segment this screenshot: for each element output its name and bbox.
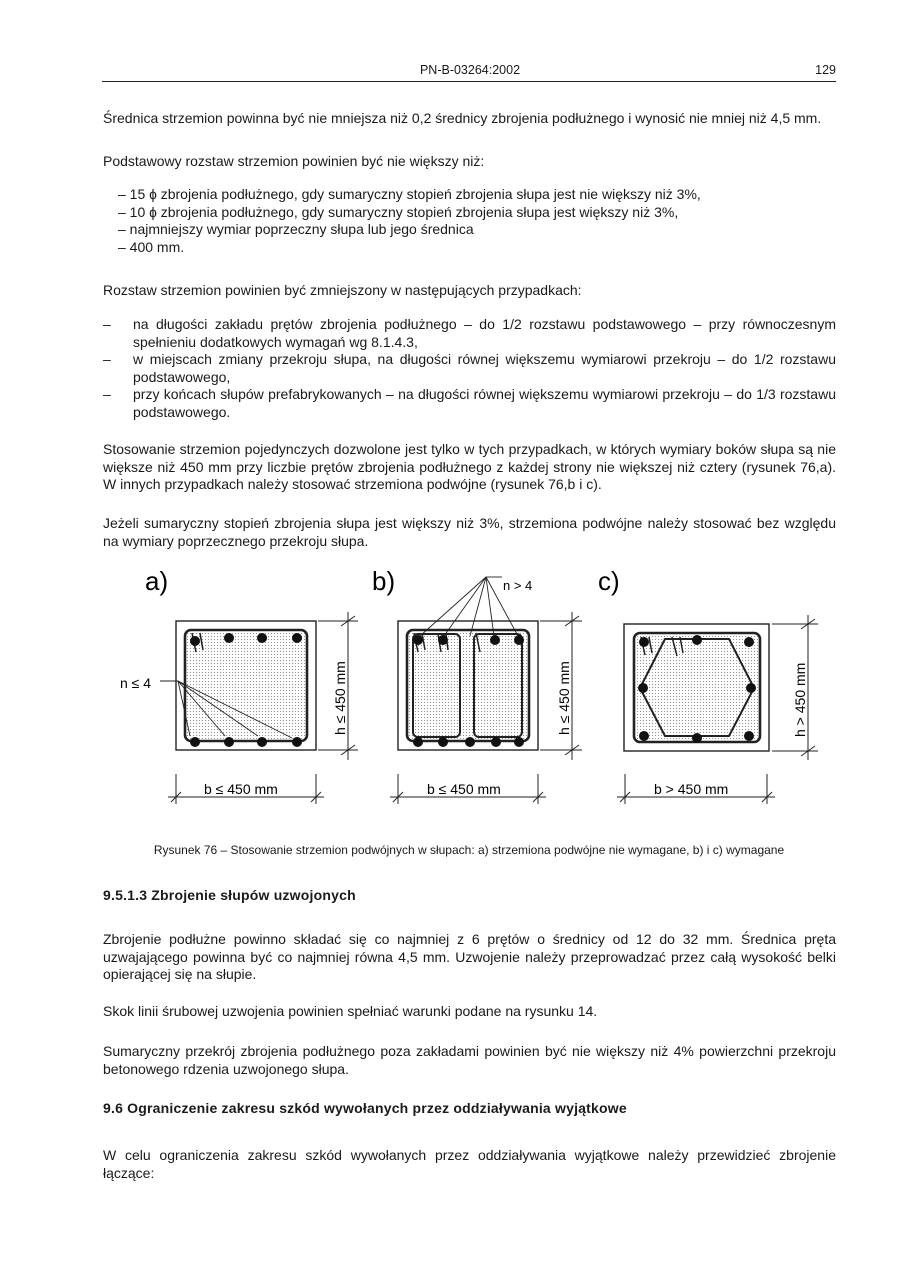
paragraph-spiral-pitch: Skok linii śrubowej uzwojenia powinien spełniać warunki podane na rysunku 14.: [103, 1003, 598, 1019]
h-label-b: h ≤ 450 mm: [556, 661, 572, 735]
section-heading-96: 9.6 Ograniczenie zakresu szkód wywołanych przez oddziaływania wyjątkowe: [103, 1100, 627, 1116]
bar: [744, 731, 754, 741]
stirrup-a: [185, 630, 307, 741]
bar: [413, 737, 423, 747]
list-item: [103, 316, 836, 351]
bar: [257, 633, 267, 643]
page-number: 129: [815, 63, 836, 77]
b-label-a: b ≤ 450 mm: [204, 781, 278, 797]
figure-caption: Rysunek 76 – Stosowanie strzemion podwójnych w słupach: a) strzemiona podwójne nie wymagane, b) i c) wymagane: [153, 843, 785, 857]
list-item-text: w miejscach zmiany przekroju słupa, na długości równej większemu wymiarowi przekroju – do 1/2 rozstawu podstawowego,: [133, 351, 836, 385]
header-rule: [102, 81, 836, 82]
list-item: – 400 mm.: [118, 238, 185, 255]
list-item: [103, 386, 836, 421]
bar: [190, 636, 200, 646]
bar: [224, 633, 234, 643]
bar: [438, 737, 448, 747]
bar: [514, 635, 524, 645]
paragraph-spiral-bars: Zbrojenie podłużne powinno składać się co najmniej z 6 prętów o średnicy od 12 do 32 mm. Średnica pręta uzwajającego powinna być co najmniej równa 4,5 mm. Uzwojenie należy przeprowadzać przez całą wysokość belki opierającej się na słupie.: [103, 931, 836, 982]
section-b: [390, 577, 582, 804]
list-item-text: przy końcach słupów prefabrykowanych – na długości równej większemu wymiarowi przekroju – do 1/3 rozstawu podstawowego.: [133, 386, 836, 420]
b-label-b: b ≤ 450 mm: [427, 781, 501, 797]
bar: [224, 737, 234, 747]
figure-76: [0, 560, 918, 840]
paragraph-single-stirrups: Stosowanie strzemion pojedynczych dozwolone jest tylko w tych przypadkach, w których wymiary boków słupa są nie większe niż 450 mm przy liczbie prętów zbrojenia podłużnego z każdej strony nie większej niż cztery (rysunek 76,a). W innych przypadkach należy stosować strzemiona podwójne (rysunek 76,b i c).: [103, 441, 836, 492]
paragraph-reduced-spacing: Rozstaw strzemion powinien być zmniejszony w następujących przypadkach:: [103, 282, 582, 298]
b-label-c: b > 450 mm: [654, 781, 729, 797]
bar: [744, 637, 754, 647]
paragraph-spiral-area: Sumaryczny przekrój zbrojenia podłużnego poza zakładami powinien być nie większy niż 4% powierzchni przekroju betonowego rdzenia uzwojonego słupa.: [103, 1043, 836, 1077]
paragraph-double-stirrups: Jeżeli sumaryczny stopień zbrojenia słupa jest większy niż 3%, strzemiona podwójne należy stosować bez względu na wymiary poprzecznego przekroju słupa.: [103, 515, 836, 549]
section-c: [617, 615, 818, 804]
stirrup-b-outer: [407, 630, 529, 741]
section-a: [120, 612, 358, 804]
bar: [257, 737, 267, 747]
h-label-a: h ≤ 450 mm: [332, 661, 348, 735]
paragraph-stirrup-diameter: Średnica strzemion powinna być nie mniejsza niż 0,2 średnicy zbrojenia podłużnego i wynosić nie mniej niż 4,5 mm.: [103, 110, 822, 126]
h-label-c: h > 450 mm: [792, 662, 808, 737]
reduction-list: [103, 316, 836, 421]
list-item-text: na długości zakładu prętów zbrojenia podłużnego – do 1/2 rozstawu podstawowego – przy równoczesnym spełnieniu dodatkowych wymagań wg 8.1.4.3,: [133, 316, 836, 350]
bar: [639, 637, 649, 647]
bar: [490, 635, 500, 645]
bar: [514, 737, 524, 747]
standard-code: PN-B-03264:2002: [419, 63, 521, 77]
label-a: a): [145, 566, 169, 596]
bar: [465, 737, 475, 747]
bar: [692, 733, 702, 743]
bar: [692, 635, 702, 645]
list-dash: –: [103, 351, 111, 367]
bar: [292, 737, 302, 747]
bar: [638, 683, 648, 693]
list-item: – 15 ɸ zbrojenia podłużnego, gdy sumaryczny stopień zbrojenia słupa jest nie większy niż 3%,: [118, 186, 701, 202]
list-item: [103, 351, 836, 386]
stirrup-c-outer: [634, 633, 760, 742]
bar: [292, 633, 302, 643]
list-dash: –: [103, 386, 111, 402]
label-b: b): [372, 566, 396, 596]
bar: [746, 683, 756, 693]
list-item: – najmniejszy wymiar poprzeczny słupa lub jego średnica: [118, 221, 474, 237]
bar: [491, 737, 501, 747]
paragraph-tie-reinforcement: W celu ograniczenia zakresu szkód wywołanych przez oddziaływania wyjątkowe należy przewidzieć zbrojenie łączące:: [103, 1147, 836, 1181]
bar: [190, 737, 200, 747]
bar: [438, 635, 448, 645]
list-dash: –: [103, 316, 111, 332]
paragraph-basic-spacing: Podstawowy rozstaw strzemion powinien być nie większy niż:: [103, 153, 485, 169]
bar: [413, 635, 423, 645]
spacing-list: [118, 186, 836, 256]
n-label-a: n ≤ 4: [120, 675, 152, 691]
list-item: – 10 ɸ zbrojenia podłużnego, gdy sumaryczny stopień zbrojenia słupa jest większy niż 3%,: [118, 203, 679, 220]
n-label-b: n > 4: [503, 578, 533, 593]
bar: [639, 731, 649, 741]
section-heading-9513: 9.5.1.3 Zbrojenie słupów uzwojonych: [103, 887, 356, 903]
label-c: c): [598, 566, 620, 596]
